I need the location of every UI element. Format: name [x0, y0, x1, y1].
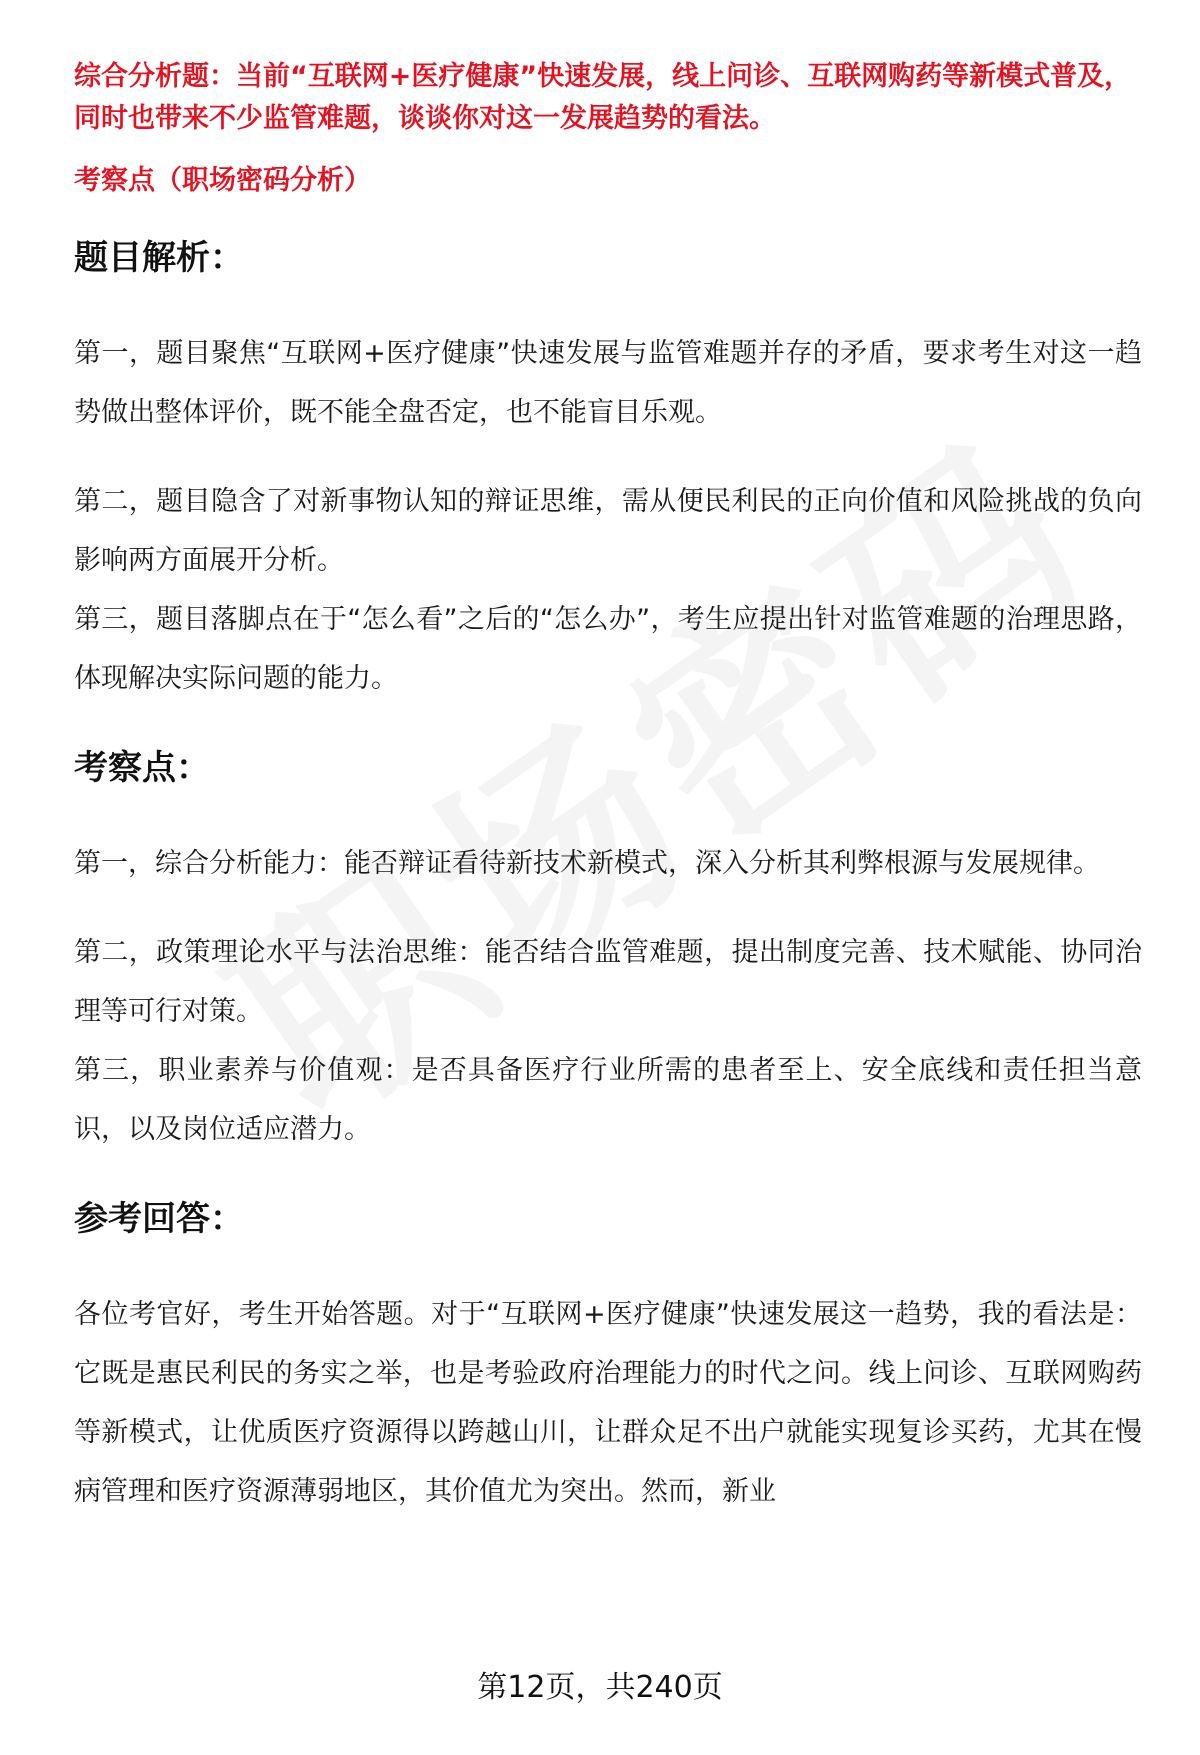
exam-points-paragraph-3: 第三，职业素养与价值观：是否具备医疗行业所需的患者至上、安全底线和责任担当意识，以及岗位适应潜力。: [74, 1055, 1142, 1145]
answer-heading: 参考回答：: [74, 1199, 244, 1239]
page-number-footer: 第12页，共240页: [477, 1670, 723, 1705]
exam-points-paragraph-2: 第二，政策理论水平与法治思维：能否结合监管难题，提出制度完善、技术赋能、协同治理等可行对策。: [74, 937, 1142, 1027]
analysis-heading: 题目解析：: [74, 238, 244, 278]
document-content: [74, 56, 1142, 1521]
exam-points-paragraph-1: 第一，综合分析能力：能否辩证看待新技术新模式，深入分析其利弊根源与发展规律。: [74, 848, 1100, 879]
question-text: 综合分析题：当前“互联网+医疗健康”快速发展，线上问诊、互联网购药等新模式普及，同时也带来不少监管难题，谈谈你对这一发展趋势的看法。: [74, 61, 1132, 134]
exam-point-label: 考察点（职场密码分析）: [74, 165, 371, 196]
analysis-paragraph-1: 第一，题目聚焦“互联网+医疗健康”快速发展与监管难题并存的矛盾，要求考生对这一趋势做出整体评价，既不能全盘否定，也不能盲目乐观。: [74, 338, 1142, 428]
analysis-paragraph-3: 第三，题目落脚点在于“怎么看”之后的“怎么办”，考生应提出针对监管难题的治理思路，体现解决实际问题的能力。: [74, 604, 1142, 694]
analysis-paragraph-2: 第二，题目隐含了对新事物认知的辩证思维，需从便民利民的正向价值和风险挑战的负向影响两方面展开分析。: [74, 486, 1142, 576]
exam-points-heading: 考察点：: [74, 748, 210, 788]
answer-paragraph-1: 各位考官好，考生开始答题。对于“互联网+医疗健康”快速发展这一趋势，我的看法是：它既是惠民利民的务实之举，也是考验政府治理能力的时代之问。线上问诊、互联网购药等新模式，让优质医疗资源得以跨越山川，让群众足不出户就能实现复诊买药，尤其在慢病管理和医疗资源薄弱地区，其价值尤为突出。然而，新业: [74, 1299, 1142, 1507]
